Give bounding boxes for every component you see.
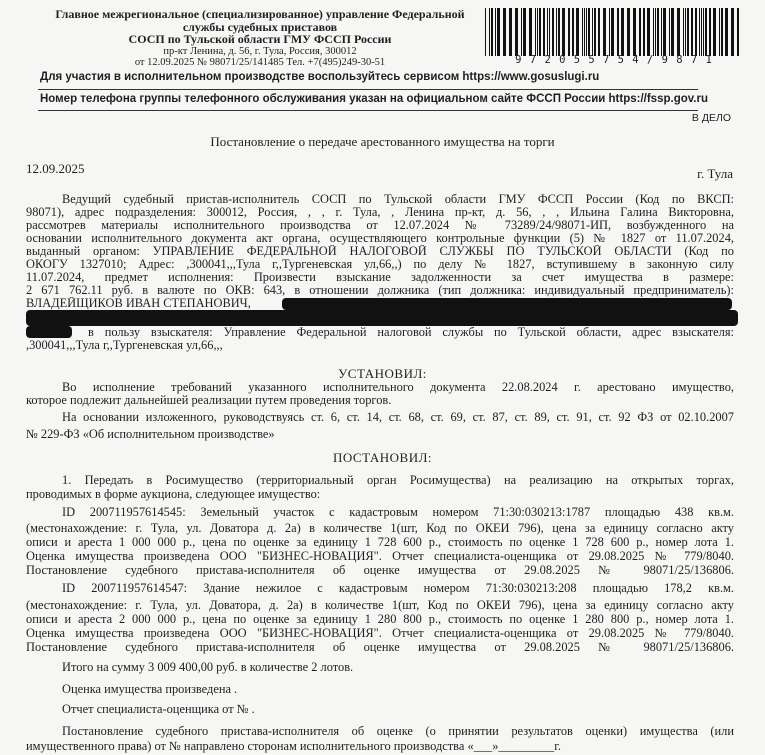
barcode-bar <box>558 8 560 56</box>
issuing-organization <box>40 8 480 68</box>
property-item-2-line: описи и ареста 2 000 000 р., цена по оценке за единицу 1 280 800 р., стоимость по оценке 1 280 800 р., номер лота 1. <box>26 613 734 626</box>
barcode-bar <box>495 8 496 56</box>
org-line-3: СОСП по Тульской области ГМУ ФССП России <box>128 32 392 46</box>
barcode-bar <box>661 8 662 56</box>
total-line: Итого на сумму 3 009 400,00 руб. в количестве 2 лотов. <box>62 661 354 674</box>
barcode-bar <box>537 8 538 56</box>
property-item-1-line: описи и ареста 1 000 000 р., цена по оценке за единицу 1 728 600 р., стоимость по оценке 1 728 600 р., номер лота 1. <box>26 536 734 549</box>
established-line: Во исполнение требований указанного исполнительного документа 22.08.2024 г. арестовано имущество, <box>62 381 734 394</box>
barcode-bar <box>713 8 716 56</box>
resolved-line: 1. Передать в Росимущество (территориальный орган Росимущества) на реализацию на открытых торгах, <box>62 474 734 487</box>
barcode-bar <box>592 8 593 56</box>
barcode-bar <box>627 8 630 56</box>
barcode-bar <box>721 8 723 56</box>
intro-line: выданный органом: УПРАВЛЕНИЕ ФЕДЕРАЛЬНОЙ НАЛОГОВОЙ СЛУЖБЫ ПО ТУЛЬСКОЙ ОБЛАСТИ (Код по <box>26 245 734 258</box>
barcode-bar <box>683 8 684 56</box>
barcode-bar <box>562 8 565 56</box>
org-line-2: службы судебных приставов <box>182 19 338 34</box>
barcode-bar <box>523 8 526 56</box>
barcode-bar <box>633 8 636 56</box>
barcode-bar <box>543 8 545 56</box>
barcode-bar <box>584 8 585 56</box>
assessment-line: Оценка имущества произведена . <box>62 683 238 696</box>
barcode-bar <box>731 8 734 56</box>
barcode-bar <box>485 8 486 56</box>
barcode-bar <box>586 8 587 56</box>
barcode-bar <box>611 8 614 56</box>
barcode-bar <box>653 8 654 56</box>
intro-line: ОКОГУ 1327010; Адрес: ,300041,,,Тула г,,Тургеневская ул,66,,) по делу № 1827, вступившему в законную силу <box>26 258 734 271</box>
property-item-1-line: (местонахождение: г. Тула, ул. Доватора д. 2а) в количестве 1(шт, Код по ОКЕИ 796), цена за единицу согласно акту <box>26 522 734 535</box>
barcode-bar <box>556 8 557 56</box>
intro-line: основании исполнительного документа акт органа, осуществляющего контрольные функции (5) № 1827 от 11.07.2024, <box>26 232 734 245</box>
creditor-line: в пользу взыскателя: Управление Федеральной налоговой службы по Тульской области, адрес взыскателя: <box>88 326 734 339</box>
final-line: имущественного права) от № направлено сторонам исполнительного производства «___»_________г. <box>26 740 561 753</box>
barcode-bar <box>677 8 680 56</box>
barcode-bar <box>598 8 600 56</box>
intro-line: рассмотрев материалы исполнительного производства от 12.07.2024 № 73289/24/98071-ИП, возбужденного на <box>26 219 734 232</box>
barcode-bar <box>687 8 689 56</box>
property-item-2-line: (местонахождение: г. Тула, ул. Доватора, д. 2а) в количестве 1(шт, Код по ОКЕИ 796), цена за единицу согласно акту <box>26 599 734 612</box>
org-address: пр-кт Ленина, д. 56, г. Тула, Россия, 300012 <box>163 45 357 57</box>
intro-line: 98071), адрес подразделения: 300012, Россия, , , г. Тула, , Ленина пр-кт, д. 56, , , Ильина Галина Викторовна, <box>26 206 734 219</box>
barcode <box>483 8 745 56</box>
barcode-bar <box>657 8 659 56</box>
barcode-bar <box>603 8 606 56</box>
barcode-bar <box>535 8 536 56</box>
property-item-2-line: Постановление судебного пристава-исполнителя об оценке имущества от 29.08.2025 № 98071/25/136806. <box>26 641 734 654</box>
barcode-bar <box>547 8 548 56</box>
barcode-bar <box>639 8 641 56</box>
barcode-bar <box>549 8 550 56</box>
barcode-bar <box>701 8 702 56</box>
barcode-bar <box>643 8 645 56</box>
barcode-bar <box>669 8 670 56</box>
resolved-line: проводимых в форме аукциона, следующее имущество: <box>26 488 321 501</box>
barcode-bar <box>671 8 674 56</box>
barcode-bar <box>663 8 666 56</box>
redaction-bar <box>282 298 732 310</box>
barcode-bar <box>582 8 583 56</box>
document-title: Постановление о передаче арестованного имущества на торги <box>210 134 555 149</box>
basis-line: На основании изложенного, руководствуясь ст. 6, ст. 14, ст. 68, ст. 69, ст. 87, ст. 89, ст. 91, ст. 92 ФЗ от 02.10.2007 <box>62 411 734 424</box>
barcode-bar <box>529 8 532 56</box>
barcode-bar <box>503 8 506 56</box>
barcode-bar <box>737 8 739 56</box>
barcode-bar <box>489 8 490 56</box>
barcode-bar <box>655 8 656 56</box>
property-item-1-line: Оценка имущества произведена ООО "БИЗНЕС-НОВАЦИЯ". Отчет специалиста-оценщика от 29.08.2025 № 779/8040. <box>26 550 734 563</box>
header-divider <box>38 110 698 111</box>
barcode-bar <box>709 8 711 56</box>
property-item-1-line: ID 200711957614545: Земельный участок с кадастровым номером 71:30:030213:1787 площадью 438 кв.м. <box>62 506 734 519</box>
barcode-bar <box>691 8 693 56</box>
barcode-bar <box>705 8 707 56</box>
barcode-digits: 9 7 2 0 5 5 7 5 4 / 9 8 7 1 <box>515 54 713 66</box>
barcode-bar <box>521 8 522 56</box>
barcode-bar <box>719 8 720 56</box>
intro-line: Ведущий судебный пристав-исполнитель СОСП по Тульской области ГМУ ФССП России (Код по ВКСП: <box>62 193 734 206</box>
barcode-bar <box>617 8 619 56</box>
barcode-bar <box>594 8 596 56</box>
barcode-bar <box>695 8 697 56</box>
header-divider <box>38 89 698 90</box>
property-item-2-line: ID 200711957614547: Здание нежилое с кадастровым номером 71:30:030213:208 площадью 178,2 кв.м. <box>62 582 734 595</box>
intro-line: 11.07.2024, предмет исполнения: Произвести взыскание задолженности за счет имущества в размере: <box>26 271 734 284</box>
v-delo-mark: В ДЕЛО <box>691 112 731 124</box>
creditor-address: ,300041,,,Тула г,,Тургеневская ул,66,,, <box>26 339 223 352</box>
barcode-bar <box>576 8 579 56</box>
org-contacts: от 12.09.2025 № 98071/25/141485 Тел. +7(495)249-30-51 <box>134 56 386 68</box>
barcode-bar <box>515 8 518 56</box>
phone-notice: Номер телефона группы телефонного обслуживания указан на официальном сайте ФССП России https://fssp.gov.ru <box>40 93 708 105</box>
barcode-bar <box>572 8 574 56</box>
barcode-bar <box>699 8 700 56</box>
barcode-bar <box>552 8 554 56</box>
document-city: г. Тула <box>697 166 733 181</box>
report-line: Отчет специалиста-оценщика от № . <box>62 703 255 716</box>
resolved-heading: ПОСТАНОВИЛ: <box>332 450 433 465</box>
basis-line: № 229-ФЗ «Об исполнительном производстве» <box>26 428 275 441</box>
barcode-bar <box>725 8 728 56</box>
property-item-2-line: Оценка имущества произведена ООО "БИЗНЕС-НОВАЦИЯ". Отчет специалиста-оценщика от 29.08.2025 № 779/8040. <box>26 627 734 640</box>
barcode-bar <box>539 8 541 56</box>
barcode-bar <box>703 8 704 56</box>
barcode-bar <box>685 8 686 56</box>
barcode-bar <box>621 8 624 56</box>
property-item-1-line: Постановление судебного пристава-исполнителя об оценке имущества от 29.08.2025 № 98071/25/136806. <box>26 564 734 577</box>
established-line: которое подлежит дальнейшей реализации путем проведения торгов. <box>26 394 392 407</box>
redaction-bar <box>26 310 738 326</box>
barcode-bar <box>588 8 590 56</box>
barcode-bar <box>568 8 570 56</box>
org-line-1: Главное межрегиональное (специализированное) управление Федеральной <box>55 7 465 21</box>
barcode-bar <box>491 8 493 56</box>
document-date: 12.09.2025 <box>26 161 85 176</box>
barcode-bar <box>509 8 512 56</box>
final-line: Постановление судебного пристава-исполнителя об оценке (о принятии результатов оценки) имущества (или <box>62 725 734 738</box>
established-heading: УСТАНОВИЛ: <box>338 366 427 381</box>
barcode-bar <box>647 8 650 56</box>
barcode-bar <box>497 8 500 56</box>
debtor-name: ВЛАДЕЙЩИКОВ ИВАН СТЕПАНОВИЧ, <box>26 297 251 310</box>
barcode-bar <box>609 8 610 56</box>
intro-line: 2 671 762.11 руб. в валюте по ОКВ: 643, в отношении должника (тип должника: индивидуальный предприниматель): <box>26 284 734 297</box>
gosuslugi-notice: Для участия в исполнительном производстве воспользуйтесь сервисом https://www.gosuslugi.ru <box>40 71 600 83</box>
